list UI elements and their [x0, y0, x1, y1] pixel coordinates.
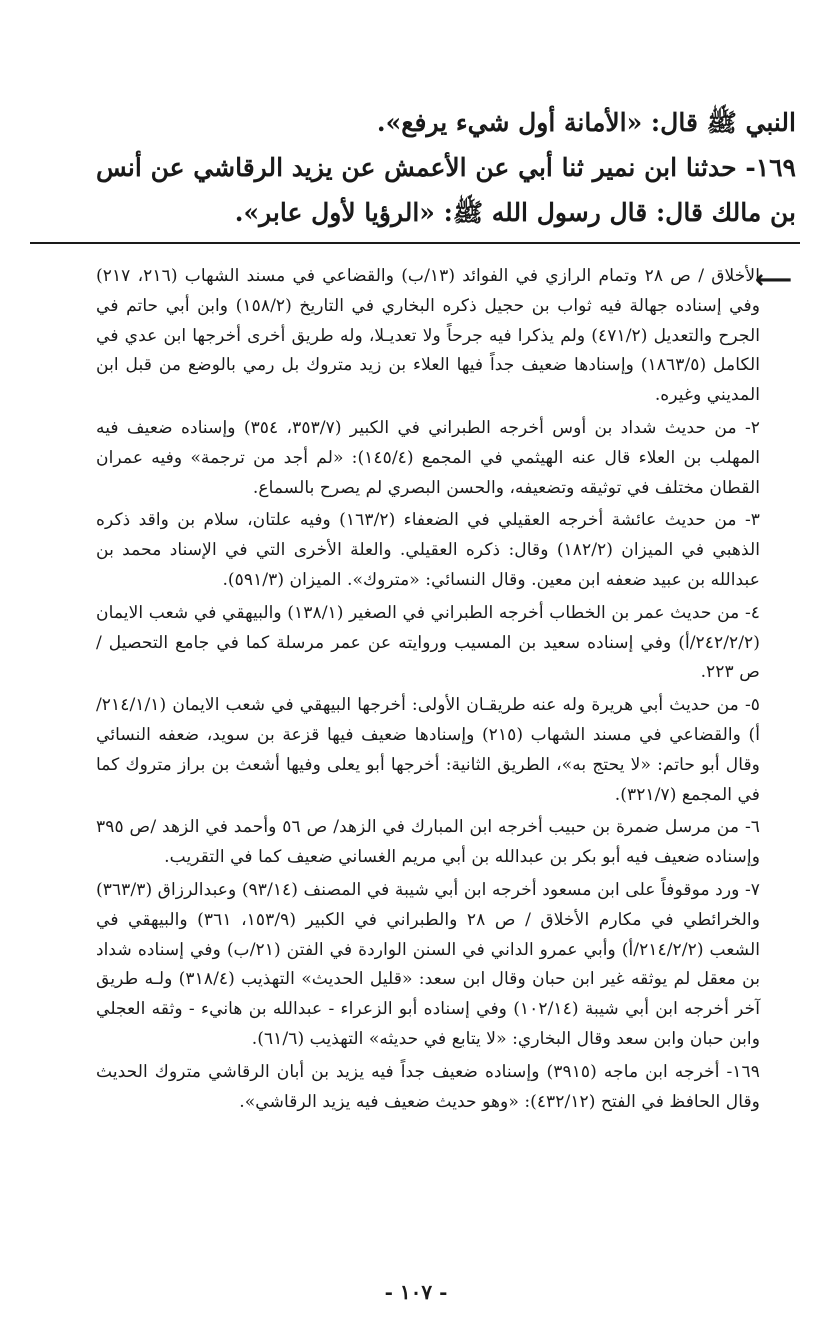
footnote-paragraph: ٥- من حديث أبي هريرة وله عنه طريقـان الأولى: أخرجها البيهقي في شعب الايمان (٢١٤/١/١/أ) والقضاعي في مسند الشهاب (٢١٥) وإسنادها ضعيف فيها قزعة بن سويد، ضعفه النسائي وقال أبو حاتم: «لا يحتج به»، الطريق الثانية: أخرجها أبو يعلى وفيها أشعث بن براز متروك كما في المجمع (٣٢١/٧). — [96, 695, 760, 805]
continuation-arrow-icon: ⟵ — [754, 265, 792, 295]
footnote-paragraph: ١٦٩- أخرجه ابن ماجه (٣٩١٥) وإسناده ضعيف جداً فيه يزيد بن أبان الرقاشي متروك الحديث وقال الحافظ في الفتح (٤٣٢/١٢): «وهو حديث ضعيف فيه يزيد الرقاشي». — [96, 1061, 760, 1112]
footnote-paragraph: ٢- من حديث شداد بن أوس أخرجه الطبراني في الكبير (٣٥٣/٧، ٣٥٤) وإسناده ضعيف فيه المهلب بن العلاء قال عنه الهيثمي في المجمع (١٤٥/٤): «لم أجد من ترجمة» وفيه عمران القطان مختلف في توثيقه وتضعيفه، والحسن البصري لم يصرح بالسماع. — [96, 417, 760, 498]
footnote-paragraph: ٣- من حديث عائشة أخرجه العقيلي في الضعفاء (١٦٣/٢) وفيه علتان، سلام بن واقد ذكره الذهبي في الميزان (١٨٢/٢) وقال: ذكره العقيلي. والعلة الأخرى التي في الإسناد محمد بن عبدالله بن عبيد ضعفه ابن معين. وقال النسائي: «متروك». الميزان (٥٩١/٣). — [96, 510, 760, 590]
main-text-line: النبي ﷺ قال: «الأمانة أول شيء يرفع». — [376, 108, 796, 137]
footnote-separator-rule — [30, 242, 800, 244]
footnotes-block — [96, 262, 760, 1120]
footnote-paragraph: ٤- من حديث عمر بن الخطاب أخرجه الطبراني في الصغير (١٣٨/١) والبيهقي في شعب الايمان (٢٤٢/٢/٢/أ) وفي إسناده سعيد بن المسيب وروايته عن عمر مرسلة كما في جامع التحصيل / ص ٢٢٣. — [96, 602, 760, 683]
footnote-paragraph: الأخلاق / ص ٢٨ وتمام الرازي في الفوائد (١٣/ب) والقضاعي في مسند الشهاب (٢١٦، ٢١٧) وفي إسناده جهالة فيه ثواب بن حجيل ذكره البخاري في التاريخ (١٥٨/٢) وابن أبي حاتم في الجرح والتعديل (٤٧١/٢) ولم يذكرا فيه جرحاً ولا تعديـلا، وله طريق أخرى أخرجها ابن عدي في الكامل (١٨٦٣/٥) وإسنادها ضعيف جداً فيها العلاء بن زيد متروك بل رمي بالوضع من قبل ابن المديني وغيره. — [96, 266, 761, 406]
hadith-169-text: ١٦٩- حدثنا ابن نمير ثنا أبي عن الأعمش عن يزيد الرقاشي عن أنس بن مالك قال: قال رسول الله ﷺ: «الرؤيا لأول عابر». — [96, 153, 796, 227]
page-number: - ١٠٧ - — [384, 1280, 448, 1304]
footnote-paragraph: ٦- من مرسل ضمرة بن حبيب أخرجه ابن المبارك في الزهد/ ص ٥٦ وأحمد في الزهد /ص ٣٩٥ وإسناده ضعيف فيه أبو بكر بن عبدالله بن أبي مريم الغساني ضعيف كما في التقريب. — [96, 817, 760, 868]
main-text-block — [96, 100, 796, 235]
footnote-paragraph: ٧- ورد موقوفاً على ابن مسعود أخرجه ابن أبي شيبة في المصنف (٩٣/١٤) وعبدالرزاق (٣٦٣/٣) والخرائطي في مكارم الأخلاق / ص ٢٨ والطبراني في الكبير (١٥٣/٩، ٣٦١) والبيهقي في الشعب (٢١٤/٢/٢/أ) وأبي عمرو الداني في السنن الواردة في الفتن (٢١/ب) وفي إسناده شداد بن معقل لم يوثقه غير ابن حبان وقال ابن سعد: «قليل الحديث» التهذيب (٣١٨/٤) ولـه طريق آخر أخرجه ابن أبي شيبة (١٠٢/١٤) وفي إسناده أبو الزعراء - عبدالله بن هانيء - وثقه العجلي وابن حبان وابن سعد وقال البخاري: «لا يتابع في حديثه» التهذيب (٦١/٦). — [96, 879, 760, 1049]
